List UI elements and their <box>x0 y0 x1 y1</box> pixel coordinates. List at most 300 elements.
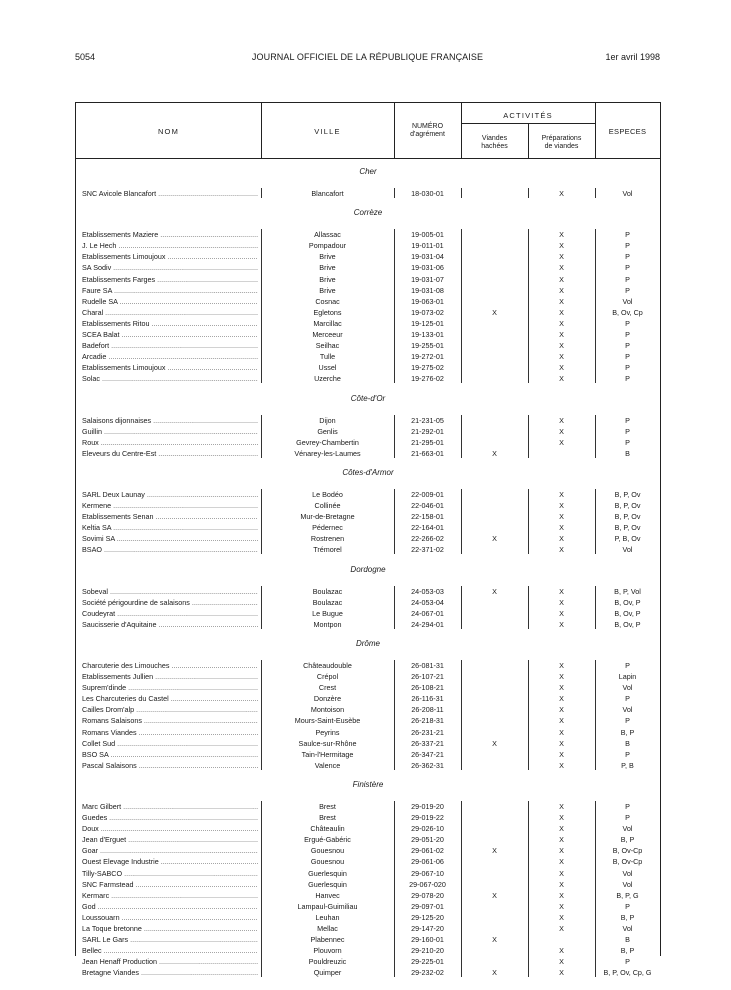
cell-especes: B <box>625 448 630 458</box>
cell-especes: B, P <box>620 727 635 737</box>
table-row <box>76 586 660 597</box>
cell-especes: P <box>625 660 630 670</box>
cell-especes: P <box>625 274 630 284</box>
cell-ville: Brest <box>319 813 336 822</box>
cell-preparations: X <box>559 683 564 693</box>
cell-nom: Ouest Elevage Industrie ..... <box>82 856 258 867</box>
cell-ville: Boulazac <box>312 586 343 596</box>
col-viandes-2: hachées <box>481 143 508 150</box>
cell-preparations: X <box>559 835 564 845</box>
table-row <box>76 912 660 923</box>
column-rule <box>261 586 262 629</box>
cell-viandes-hachees: X <box>492 846 497 856</box>
cell-nom: Suprem'dinde ..... <box>82 682 258 693</box>
col-ville: VILLE <box>314 127 341 136</box>
cell-preparations: X <box>559 263 564 273</box>
cell-agrement: 26-107-21 <box>411 672 444 681</box>
column-rule <box>528 489 529 555</box>
cell-agrement: 29-097-01 <box>411 901 444 911</box>
cell-preparations: X <box>559 241 564 251</box>
cell-ville: Ussel <box>318 363 337 373</box>
column-rule <box>261 188 262 198</box>
table-row <box>76 934 660 945</box>
cell-preparations: X <box>559 716 564 726</box>
table-row <box>76 188 660 199</box>
cell-ville: Plabennec <box>310 935 345 945</box>
cell-preparations: X <box>559 619 564 629</box>
cell-preparations: X <box>559 660 564 670</box>
cell-ville: Brest <box>319 801 336 811</box>
cell-nom: Jean d'Erguet ..... <box>82 834 258 845</box>
cell-nom: SNC Farmstead ..... <box>82 879 258 890</box>
cell-nom: Tilly-SABCO ..... <box>82 868 258 879</box>
cell-agrement: 19-031-07 <box>411 274 444 284</box>
cell-preparations: X <box>559 868 564 878</box>
cell-nom: Etablissements Maziere ..... <box>82 229 258 240</box>
cell-nom: Faure SA ..... <box>82 285 258 296</box>
cell-agrement: 21-295-01 <box>411 437 444 447</box>
cell-nom: Romans Viandes ..... <box>82 727 258 738</box>
cell-ville: Marcillac <box>313 318 342 328</box>
cell-preparations: X <box>559 801 564 811</box>
cell-preparations: X <box>559 749 564 759</box>
cell-viandes-hachees: X <box>492 534 497 544</box>
cell-nom: Guedes ..... <box>82 812 258 823</box>
cell-especes: P <box>625 363 630 373</box>
cell-preparations: X <box>559 846 564 856</box>
column-rule <box>528 586 529 629</box>
cell-especes: P, B <box>621 760 634 770</box>
cell-agrement: 22-371-02 <box>411 545 444 555</box>
table-row <box>76 749 660 760</box>
cell-ville: Genlis <box>317 426 338 436</box>
cell-especes: B, Ov-Cp <box>612 857 643 867</box>
column-rule <box>261 229 262 383</box>
cell-preparations: X <box>559 890 564 900</box>
cell-especes: P <box>625 241 630 251</box>
cell-nom: La Toque bretonne ..... <box>82 923 258 934</box>
cell-ville: Pédernec <box>312 523 343 533</box>
cell-ville: Châteaulin <box>310 824 345 834</box>
cell-especes: P <box>625 716 630 726</box>
cell-especes: Lapin <box>618 672 637 681</box>
cell-agrement: 29-078-20 <box>411 890 444 900</box>
table-row <box>76 489 660 500</box>
table-row <box>76 945 660 956</box>
cell-agrement: 21-231-05 <box>411 415 444 425</box>
cell-agrement: 29-147-20 <box>411 924 444 933</box>
table-row <box>76 868 660 879</box>
column-rule <box>595 586 596 629</box>
table-row <box>76 426 660 437</box>
cell-especes: P, B, Ov <box>614 534 641 544</box>
cell-ville: Saulce-sur-Rhône <box>298 738 357 748</box>
cell-nom: Rudelle SA ..... <box>82 296 258 307</box>
cell-agrement: 29-232-02 <box>411 968 444 978</box>
cell-nom: Romans Salaisons ..... <box>82 715 258 726</box>
cell-especes: Vol <box>622 545 633 555</box>
cell-nom: Sovimi SA ..... <box>82 533 258 544</box>
cell-viandes-hachees: X <box>492 586 497 596</box>
cell-especes: Vol <box>622 824 633 834</box>
cell-especes: Vol <box>622 868 633 878</box>
table-row <box>76 856 660 867</box>
cell-ville: Guerlesquin <box>308 879 347 889</box>
column-rule <box>394 586 395 629</box>
cell-ville: Montoison <box>310 705 345 715</box>
column-rule <box>461 415 462 458</box>
cell-ville: Pompadour <box>308 241 347 251</box>
cell-agrement: 19-031-08 <box>411 285 444 295</box>
cell-ville: Quimper <box>313 968 342 978</box>
cell-agrement: 29-061-02 <box>411 846 444 856</box>
cell-agrement: 22-164-01 <box>411 523 444 533</box>
cell-nom: Sobeval ..... <box>82 586 258 597</box>
cell-ville: Brive <box>319 252 336 262</box>
cell-preparations: X <box>559 586 564 596</box>
journal-title: JOURNAL OFFICIEL DE LA RÉPUBLIQUE FRANÇAISE <box>251 52 484 62</box>
table-body <box>76 159 660 978</box>
cell-preparations: X <box>559 285 564 295</box>
table-row <box>76 619 660 630</box>
cell-especes: Vol <box>622 705 633 715</box>
table-row <box>76 240 660 251</box>
cell-ville: Peyrins <box>315 727 340 737</box>
cell-nom: BSO SA ..... <box>82 749 258 760</box>
table-header <box>76 103 660 159</box>
cell-nom: SA Sodiv ..... <box>82 262 258 273</box>
cell-agrement: 19-275-02 <box>411 363 444 373</box>
col-activites: ACTIVITÉS <box>503 111 553 120</box>
table-row <box>76 285 660 296</box>
cell-nom: Roux ..... <box>82 437 258 448</box>
cell-preparations: X <box>559 957 564 967</box>
cell-nom: Coudeyrat ..... <box>82 608 258 619</box>
column-rule <box>261 660 262 770</box>
table-row <box>76 760 660 771</box>
table-row <box>76 660 660 671</box>
cell-agrement: 29-061-06 <box>411 857 444 867</box>
cell-especes: B, Ov-Cp <box>612 846 643 856</box>
cell-agrement: 29-125-20 <box>411 912 444 922</box>
page-number: 5054 <box>75 52 96 62</box>
cell-nom: SARL Deux Launay ..... <box>82 489 258 500</box>
column-rule <box>528 229 529 383</box>
table-row <box>76 738 660 749</box>
cell-preparations: X <box>559 352 564 362</box>
table-row <box>76 448 660 459</box>
cell-preparations: X <box>559 341 564 351</box>
cell-agrement: 21-292-01 <box>411 426 444 436</box>
cell-ville: Châteaudouble <box>303 660 352 670</box>
cell-nom: Bretagne Viandes ..... <box>82 967 258 978</box>
cell-preparations: X <box>559 738 564 748</box>
cell-preparations: X <box>559 523 564 533</box>
cell-agrement: 26-231-21 <box>411 727 444 737</box>
cell-ville: Egletons <box>313 307 342 317</box>
cell-ville: Le Bugue <box>312 608 343 618</box>
section-title: Côte-d'Or <box>350 393 386 403</box>
table-row <box>76 251 660 262</box>
cell-agrement: 29-225-01 <box>411 957 444 967</box>
cell-especes: P <box>625 437 630 447</box>
table-row <box>76 923 660 934</box>
cell-especes: P <box>625 901 630 911</box>
cell-especes: Vol <box>622 683 633 693</box>
cell-agrement: 26-108-21 <box>411 683 444 693</box>
cell-preparations: X <box>559 374 564 384</box>
cell-especes: B, P, Vol <box>614 586 641 596</box>
cell-preparations: X <box>559 330 564 339</box>
cell-agrement: 24-053-04 <box>411 597 444 607</box>
cell-ville: Crest <box>318 683 337 693</box>
establishments-table <box>75 102 661 978</box>
cell-agrement: 19-073-02 <box>411 307 444 317</box>
table-row <box>76 967 660 978</box>
col-viandes-1: Viandes <box>481 135 508 142</box>
cell-especes: B, Ov, P <box>614 608 641 618</box>
cell-especes: B, P, Ov, Cp, G <box>603 968 652 978</box>
cell-agrement: 26-081-31 <box>411 660 444 670</box>
cell-nom: SCEA Balat ..... <box>82 329 258 340</box>
cell-agrement: 26-116-31 <box>411 694 444 704</box>
cell-ville: Merceeur <box>312 330 343 339</box>
table-row <box>76 329 660 340</box>
column-rule <box>461 660 462 770</box>
cell-ville: Montpon <box>313 619 342 629</box>
cell-preparations: X <box>559 597 564 607</box>
cell-nom: Charal ..... <box>82 307 258 318</box>
cell-preparations: X <box>559 189 564 198</box>
cell-preparations: X <box>559 501 564 510</box>
cell-preparations: X <box>559 608 564 618</box>
table-row <box>76 879 660 890</box>
cell-nom: SARL Le Gars ..... <box>82 934 258 945</box>
cell-especes: B, P, Ov <box>614 489 641 499</box>
cell-agrement: 19-031-04 <box>411 252 444 262</box>
cell-ville: Rostrenen <box>310 534 345 544</box>
table-row <box>76 704 660 715</box>
cell-nom: SNC Avicole Blancafort ..... <box>82 188 258 199</box>
cell-preparations: X <box>559 296 564 306</box>
cell-preparations: X <box>559 489 564 499</box>
cell-nom: Etablissements Limoujoux ..... <box>82 251 258 262</box>
table-row <box>76 437 660 448</box>
table-row <box>76 727 660 738</box>
cell-viandes-hachees: X <box>492 738 497 748</box>
cell-nom: Etablissements Limoujoux ..... <box>82 362 258 373</box>
cell-agrement: 24-067-01 <box>411 608 444 618</box>
cell-nom: Goar ..... <box>82 845 258 856</box>
column-rule <box>394 229 395 383</box>
column-rule <box>261 415 262 458</box>
cell-preparations: X <box>559 879 564 889</box>
cell-viandes-hachees: X <box>492 935 497 945</box>
table-row <box>76 715 660 726</box>
cell-agrement: 29-210-20 <box>411 946 444 956</box>
cell-agrement: 29-019-22 <box>411 813 444 822</box>
column-rule <box>528 415 529 458</box>
cell-preparations: X <box>559 912 564 922</box>
table-row <box>76 801 660 812</box>
column-rule <box>595 801 596 978</box>
cell-agrement: 29-067-10 <box>411 868 444 878</box>
table-row <box>76 522 660 533</box>
table-row <box>76 373 660 384</box>
cell-especes: P <box>625 252 630 262</box>
table-row <box>76 693 660 704</box>
cell-ville: Donzère <box>313 694 342 704</box>
cell-preparations: X <box>559 857 564 867</box>
cell-preparations: X <box>559 824 564 834</box>
cell-nom: Marc Gilbert ..... <box>82 801 258 812</box>
cell-nom: Salaisons dijonnaises ..... <box>82 415 258 426</box>
cell-agrement: 19-255-01 <box>411 341 444 351</box>
table-row <box>76 229 660 240</box>
cell-preparations: X <box>559 760 564 770</box>
cell-especes: B, Ov, P <box>614 619 641 629</box>
cell-preparations: X <box>559 705 564 715</box>
cell-nom: Etablissements Senan ..... <box>82 511 258 522</box>
cell-especes: Vol <box>622 924 633 933</box>
cell-agrement: 19-005-01 <box>411 230 444 240</box>
cell-agrement: 26-218-31 <box>411 716 444 726</box>
cell-viandes-hachees: X <box>492 307 497 317</box>
cell-especes: B, P, Ov <box>614 523 641 533</box>
cell-preparations: X <box>559 307 564 317</box>
section-title: Cher <box>359 167 377 176</box>
cell-ville: Brive <box>319 263 336 273</box>
cell-nom: Saucisserie d'Aquitaine ..... <box>82 619 258 630</box>
cell-ville: Uzerche <box>314 374 341 384</box>
cell-nom: Eleveurs du Centre-Est ..... <box>82 448 258 459</box>
column-rule <box>394 801 395 978</box>
cell-ville: Lampaul-Guimiliau <box>297 901 358 911</box>
cell-nom: Kermarc ..... <box>82 890 258 901</box>
column-rule <box>595 660 596 770</box>
column-rule <box>461 229 462 383</box>
cell-especes: P <box>625 813 630 822</box>
cell-preparations: X <box>559 363 564 373</box>
cell-nom: Solac ..... <box>82 373 258 384</box>
cell-agrement: 22-158-01 <box>411 512 444 522</box>
cell-nom: Etablissements Farges ..... <box>82 274 258 285</box>
cell-nom: Charcuterie des Limouches ..... <box>82 660 258 671</box>
col-especes: ESPECES <box>608 127 647 136</box>
cell-agrement: 18-030-01 <box>411 189 444 198</box>
cell-nom: Etablissements Ritou ..... <box>82 318 258 329</box>
cell-especes: P <box>625 318 630 328</box>
cell-preparations: X <box>559 813 564 822</box>
cell-viandes-hachees: X <box>492 890 497 900</box>
cell-ville: Plouvorn <box>313 946 342 956</box>
col-preparations-2: de viandes <box>544 143 579 150</box>
cell-preparations: X <box>559 252 564 262</box>
cell-agrement: 19-125-01 <box>411 318 444 328</box>
cell-preparations: X <box>559 426 564 436</box>
cell-nom: Doux ..... <box>82 823 258 834</box>
cell-agrement: 29-026-10 <box>411 824 444 834</box>
cell-agrement: 21-663-01 <box>411 448 444 458</box>
cell-ville: Tulle <box>319 352 336 362</box>
cell-viandes-hachees: X <box>492 968 497 978</box>
section-title: Drôme <box>355 638 380 648</box>
column-rule <box>595 229 596 383</box>
cell-especes: P <box>625 263 630 273</box>
cell-nom: Pascal Salaisons ..... <box>82 760 258 771</box>
cell-ville: Brive <box>319 285 336 295</box>
cell-preparations: X <box>559 318 564 328</box>
table-row <box>76 340 660 351</box>
cell-ville: Boulazac <box>312 597 343 607</box>
column-rule <box>528 188 529 198</box>
cell-especes: B, P <box>620 835 635 845</box>
cell-especes: P <box>625 749 630 759</box>
table-row <box>76 956 660 967</box>
table-row <box>76 362 660 373</box>
table-row <box>76 533 660 544</box>
column-rule <box>595 188 596 198</box>
col-preparations-1: Préparations <box>541 135 582 142</box>
cell-preparations: X <box>559 727 564 737</box>
cell-agrement: 22-266-02 <box>411 534 444 544</box>
cell-agrement: 29-160-01 <box>411 935 444 945</box>
section-title: Corrèze <box>353 208 383 218</box>
cell-especes: P <box>625 230 630 240</box>
cell-preparations: X <box>559 274 564 284</box>
cell-nom: Guillin ..... <box>82 426 258 437</box>
cell-ville: Valence <box>314 760 341 770</box>
cell-especes: B <box>625 738 630 748</box>
cell-nom: Bellec ..... <box>82 945 258 956</box>
cell-especes: P <box>625 415 630 425</box>
column-rule <box>461 489 462 555</box>
cell-especes: P <box>625 352 630 362</box>
table-row <box>76 351 660 362</box>
cell-agrement: 24-053-03 <box>411 586 444 596</box>
cell-nom: Kermene ..... <box>82 500 258 511</box>
cell-ville: Pouldreuzic <box>308 957 347 967</box>
cell-preparations: X <box>559 924 564 933</box>
cell-ville: Leuhan <box>315 912 340 922</box>
table-row <box>76 608 660 619</box>
table-row <box>76 682 660 693</box>
cell-ville: Seilhac <box>315 341 340 351</box>
cell-ville: Guerlesquin <box>308 868 347 878</box>
cell-preparations: X <box>559 512 564 522</box>
cell-especes: B, P, Ov <box>614 512 641 522</box>
cell-viandes-hachees: X <box>492 448 497 458</box>
table-row <box>76 318 660 329</box>
cell-ville: Mur-de-Bretagne <box>300 512 355 522</box>
cell-agrement: 19-272-01 <box>411 352 444 362</box>
table-row <box>76 262 660 273</box>
cell-agrement: 22-009-01 <box>411 489 444 499</box>
column-rule <box>461 801 462 978</box>
table-row <box>76 823 660 834</box>
table-row <box>76 671 660 682</box>
cell-ville: Gouesnou <box>310 857 345 867</box>
cell-especes: P <box>625 694 630 704</box>
cell-preparations: X <box>559 968 564 978</box>
cell-preparations: X <box>559 946 564 956</box>
cell-especes: P <box>625 341 630 351</box>
column-rule <box>595 489 596 555</box>
table-row <box>76 415 660 426</box>
cell-preparations: X <box>559 230 564 240</box>
cell-nom: Arcadie ..... <box>82 351 258 362</box>
cell-agrement: 19-276-02 <box>411 374 444 384</box>
